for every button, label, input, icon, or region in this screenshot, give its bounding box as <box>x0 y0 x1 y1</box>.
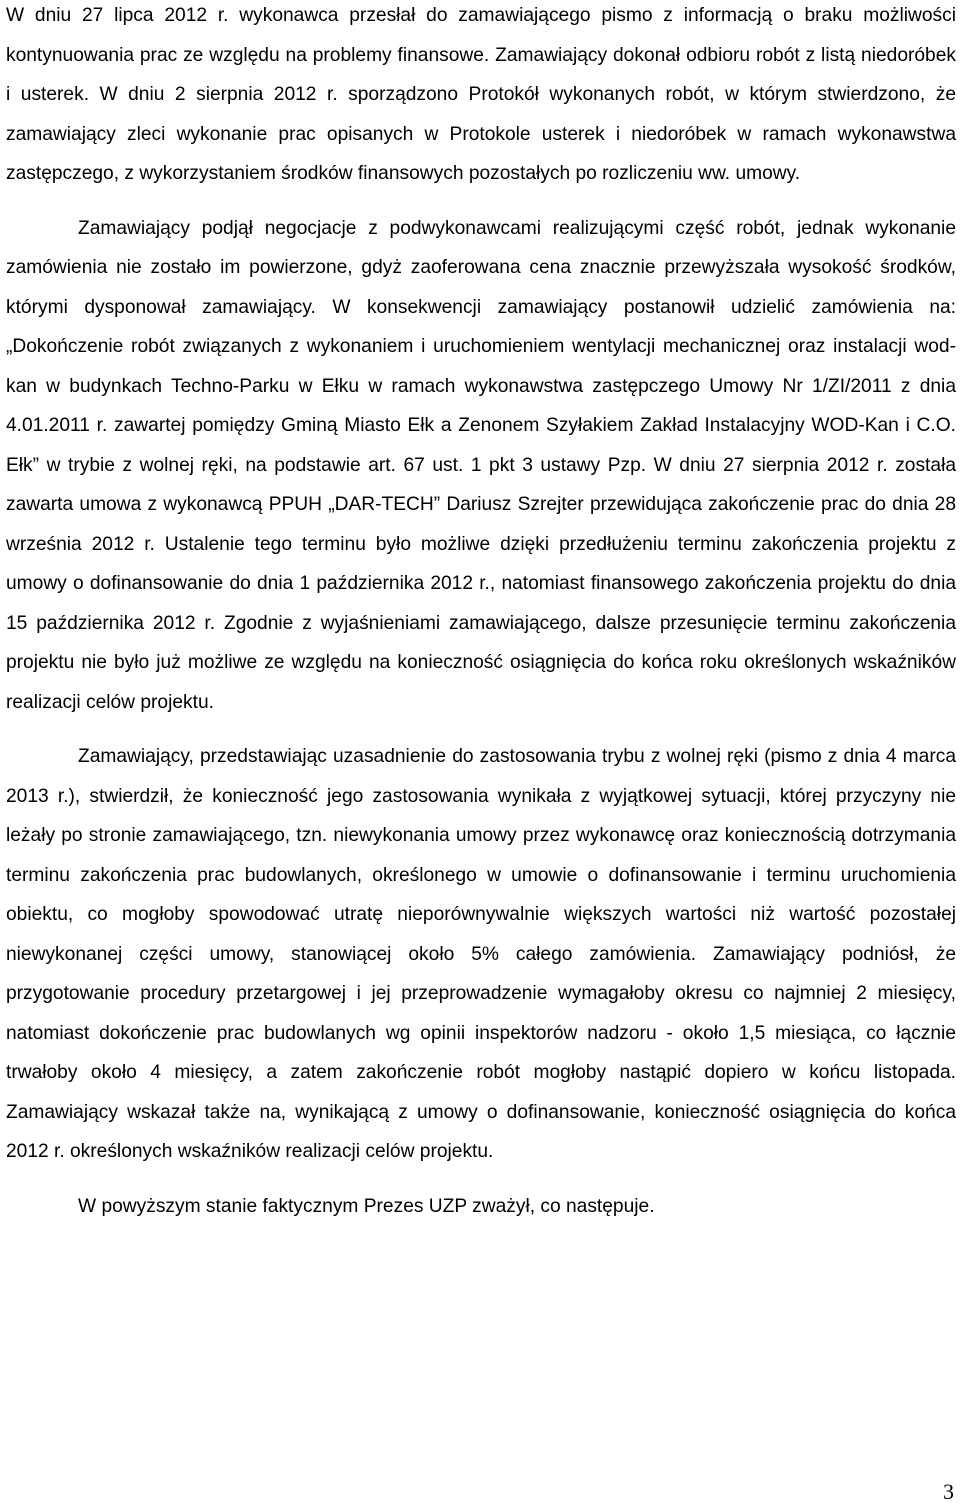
paragraph-4: W powyższym stanie faktycznym Prezes UZP zważył, co następuje. <box>78 1195 655 1217</box>
paragraph-2: Zamawiający podjął negocjacje z podwykonawcami realizującymi część robót, jednak wykonanie zamówienia nie zostało im powierzone, gdyż zaoferowana cena znacznie przewyższała wysokość środków, którymi dysponował zamawiający. W konsekwencji zamawiający postanowił udzielić zamówienia na: „Dokończenie robót związanych z wykonaniem i uruchomieniem wentylacji mechanicznej oraz instalacji wod-kan w budynkach Techno-Parku w Ełku w ramach wykonawstwa zastępczego Umowy Nr 1/ZI/2011 z dnia 4.01.2011 r. zawartej pomiędzy Gminą Miasto Ełk a Zenonem Szyłakiem Zakład Instalacyjny WOD-Kan i C.O. Ełk” w trybie z wolnej ręki, na podstawie art. 67 ust. 1 pkt 3 ustawy Pzp. W dniu 27 sierpnia 2012 r. została zawarta umowa z wykonawcą PPUH „DAR-TECH” Dariusz Szrejter przewidująca zakończenie prac do dnia 28 września 2012 r. Ustalenie tego terminu było możliwe dzięki przedłużeniu terminu zakończenia projektu z umowy o dofinansowanie do dnia 1 października 2012 r., natomiast finansowego zakończenia projektu do dnia 15 października 2012 r. Zgodnie z wyjaśnieniami zamawiającego, dalsze przesunięcie terminu zakończenia projektu nie było już możliwe ze względu na konieczność osiągnięcia do końca roku określonych wskaźników realizacji celów projektu. <box>6 217 956 713</box>
paragraph-gap <box>6 194 956 209</box>
page-number: 3 <box>943 1479 954 1504</box>
paragraph-gap <box>6 1172 956 1187</box>
document-page <box>6 0 956 1226</box>
paragraph-gap <box>6 722 956 737</box>
paragraph-3: Zamawiający, przedstawiając uzasadnienie do zastosowania trybu z wolnej ręki (pismo z dnia 4 marca 2013 r.), stwierdził, że konieczność jego zastosowania wynikała z wyjątkowej sytuacji, której przyczyny nie leżały po stronie zamawiającego, tzn. niewykonania umowy przez wykonawcę oraz koniecznością dotrzymania terminu zakończenia prac budowlanych, określonego w umowie o dofinansowanie i terminu uruchomienia obiektu, co mogłoby spowodować utratę nieporównywalnie większych wartości niż wartość pozostałej niewykonanej części umowy, stanowiącej około 5% całego zamówienia. Zamawiający podniósł, że przygotowanie procedury przetargowej i jej przeprowadzenie wymagałoby okresu co najmniej 2 miesięcy, natomiast dokończenie prac budowlanych wg opinii inspektorów nadzoru - około 1,5 miesiąca, co łącznie trwałoby około 4 miesięcy, a zatem zakończenie robót mogłoby nastąpić dopiero w końcu listopada. Zamawiający wskazał także na, wynikającą z umowy o dofinansowanie, konieczność osiągnięcia do końca 2012 r. określonych wskaźników realizacji celów projektu. <box>6 746 956 1162</box>
paragraph-1: W dniu 27 lipca 2012 r. wykonawca przesłał do zamawiającego pismo z informacją o braku możliwości kontynuowania prac ze względu na problemy finansowe. Zamawiający dokonał odbioru robót z listą niedoróbek i usterek. W dniu 2 sierpnia 2012 r. sporządzono Protokół wykonanych robót, w którym stwierdzono, że zamawiający zleci wykonanie prac opisanych w Protokole usterek i niedoróbek w ramach wykonawstwa zastępczego, z wykorzystaniem środków finansowych pozostałych po rozliczeniu ww. umowy. <box>6 5 956 184</box>
